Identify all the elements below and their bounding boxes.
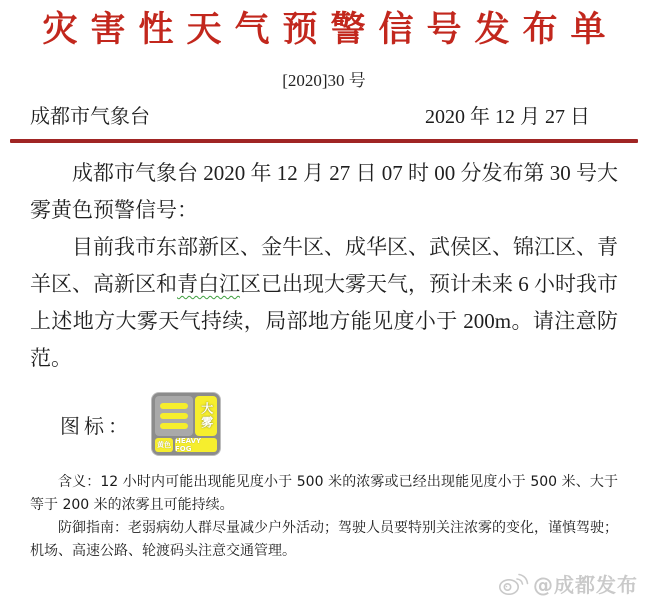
warning-icon-row	[30, 393, 618, 455]
fog-bars-symbol-icon	[155, 396, 193, 436]
issuer-date-row	[30, 102, 590, 132]
fog-bar	[160, 413, 188, 419]
defense-guide-paragraph: 防御指南：老弱病幼人群尽量减少户外活动；驾驶人员要特别关注浓雾的变化，谨慎驾驶；机场、高速公路、轮渡码头注意交通管理。	[30, 520, 618, 559]
fog-icon-chinese-label: 大雾	[195, 396, 217, 436]
weibo-logo-icon	[497, 571, 529, 597]
document-title: 灾害性天气预警信号发布单	[42, 10, 619, 49]
meaning-paragraph: 含义：12 小时内可能出现能见度小于 500 米的浓雾或已经出现能见度小于 500 米、大于等于 200 米的浓雾且可能持续。	[30, 474, 618, 513]
header-divider-rule	[10, 139, 638, 143]
heavy-fog-yellow-warning-icon	[152, 393, 220, 455]
weibo-watermark	[497, 569, 638, 598]
watermark-text: @成都发布	[533, 573, 638, 597]
details-text-after: 区已出现大雾天气，预计未来 6 小时我市上述地方大雾天气持续，局部地方能见度小于 200m。请注意防范。	[30, 272, 618, 370]
fog-bar	[160, 423, 188, 429]
warning-notes	[30, 471, 618, 563]
notice-body	[30, 155, 618, 377]
issuer-name: 成都市气象台	[30, 106, 150, 128]
body-paragraph-announcement: 成都市气象台 2020 年 12 月 27 日 07 时 00 分发布第 30 号大雾黄色预警信号：	[30, 161, 618, 222]
fog-icon-bottom-section	[155, 438, 217, 452]
issue-date: 2020 年 12 月 27 日	[425, 106, 590, 128]
fog-bar	[160, 403, 188, 409]
fog-icon-english-label: HEAVY FOG	[175, 438, 217, 452]
document-number: [2020]30 号	[282, 71, 366, 90]
fog-icon-top-section	[155, 396, 217, 436]
fog-icon-level-label: 黄色	[155, 438, 173, 452]
details-text-before: 目前我市东部新区、金牛区、成华区、武侯区、锦江区、青羊区、高新区和	[30, 235, 618, 296]
icon-label: 图标：	[60, 415, 132, 438]
body-paragraph-details	[30, 229, 618, 377]
details-text-spellcheck-underlined: 青白江	[177, 272, 240, 296]
